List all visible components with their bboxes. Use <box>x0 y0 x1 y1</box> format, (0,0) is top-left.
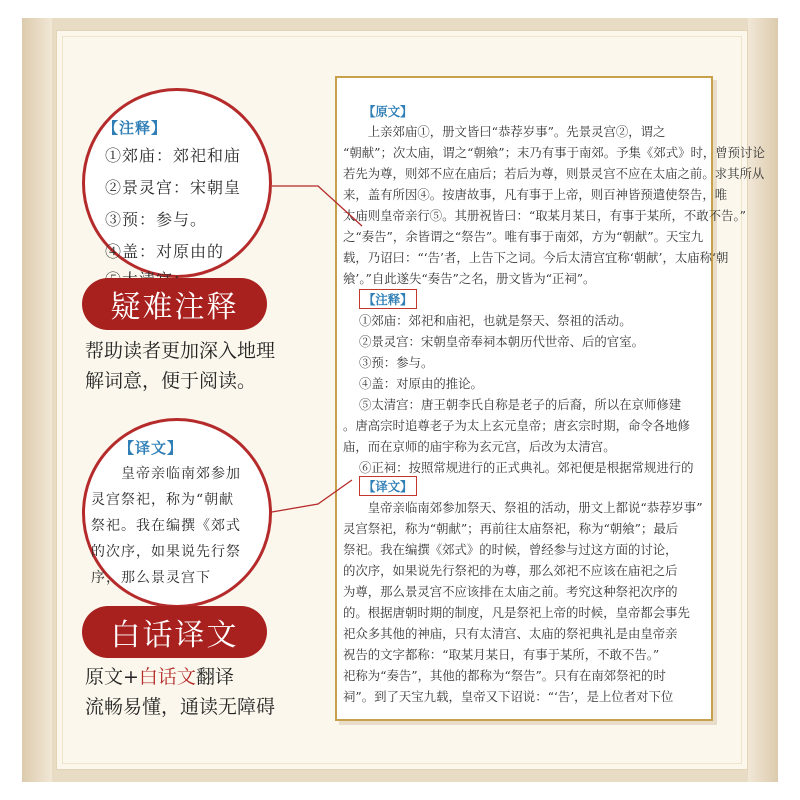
yuanwen-line: 之“奏告”，余皆谓之“祭告”。唯有事于南郊，方为“朝献”。天宝九 <box>343 229 704 244</box>
connector-zhushi <box>272 186 362 226</box>
yiwen-line: 祝告的文字都称：“取某月某日，有事于某所，不敢不告。” <box>343 647 660 662</box>
yiwen-tag: 【译文】 <box>359 476 417 496</box>
yiwen-line: 祀众多其他的神庙，只有太清宫、太庙的祭祀典礼是由皇帝亲 <box>343 626 678 641</box>
yuanwen-line: 来，盖有所因④。按唐故事，凡有事于上帝，则百神皆预遣使祭告，唯 <box>343 187 728 202</box>
banner-baihua-yiwen: 白话译文 <box>82 606 267 658</box>
circle-yiwen-line: 序，那么景灵宫下 <box>91 570 211 586</box>
yiwen-line: 为尊，那么景灵宫不应该排在太庙之前。考究这种祭祀次序的 <box>343 584 678 599</box>
yiwen-line: 皇帝亲临南郊参加祭天、祭祖的活动，册文上都说“恭荐岁事” <box>343 500 703 515</box>
yiwen-line: 祀称为“奏告”，其他的都称为“祭告”。只有在南郊祭祀的时 <box>343 668 666 683</box>
yuanwen-tag: 【原文】 <box>363 104 413 119</box>
description-line <box>85 662 325 692</box>
yuanwen-line: 载，乃诏曰：“‘告’者，上告下之词。今后太清宫宜称‘朝献’，太庙称‘朝 <box>343 250 729 265</box>
yiwen-line: 灵宫祭祀，称为“朝献”；再前往太庙祭祀，称为“朝飨”；最后 <box>343 521 679 536</box>
circle-yiwen-line: 祭祀。我在编撰《郊式 <box>91 518 241 534</box>
yiwen-line: 祭祀。我在编撰《郊式》的时候，曾经参与过这方面的讨论， <box>343 542 678 557</box>
magnifier-circle-yiwen <box>82 418 272 608</box>
description-zhushi <box>85 336 325 396</box>
yuanwen-line: 上亲郊庙①，册文皆曰“恭荐岁事”。先景灵宫②，谓之 <box>343 124 666 139</box>
circle-zhushi-line: ③预：参与。 <box>105 210 208 229</box>
circle-yiwen-line: 皇帝亲临南郊参加 <box>121 466 241 482</box>
description-line: 帮助读者更加深入地理 <box>85 340 276 362</box>
description-line: 解词意，便于阅读。 <box>85 370 257 392</box>
magnifier-circle-zhushi <box>82 88 272 278</box>
zhushi-line: 。唐高宗时追尊老子为太上玄元皇帝；唐玄宗时期，命令各地修 <box>343 418 690 433</box>
circle-zhushi-line: ①郊庙：郊祀和庙 <box>105 146 242 165</box>
yuanwen-line: 太庙则皇帝亲行⑤。其册祝皆曰：“取某月某日，有事于某所，不敢不告。” <box>343 208 746 223</box>
desc-highlight: 白话文 <box>138 666 196 688</box>
zhushi-line: 庙，而在京师的庙宇称为玄元宫，后改为太清宫。 <box>343 439 616 454</box>
zhushi-line: ③预：参与。 <box>359 355 434 370</box>
yuanwen-line: 飨’。”自此遂失“奏告”之名，册文皆为“正祠”。 <box>343 271 596 286</box>
desc-text: 原文+ <box>85 666 139 688</box>
description-yiwen <box>85 662 325 722</box>
circle-yiwen-line: 的次序，如果说先行祭 <box>91 544 241 560</box>
yiwen-line: 的。根据唐朝时期的制度，凡是祭祀上帝的时候，皇帝都会事先 <box>343 605 690 620</box>
banner-yinan-zhushi: 疑难注释 <box>82 278 267 330</box>
yuanwen-line: 若先为尊，则郊不应在庙后；若后为尊，则景灵宫不应在太庙之前。求其所从 <box>343 166 765 181</box>
description-line: 流畅易懂，通读无障碍 <box>85 696 276 718</box>
circle-yiwen-line: 灵宫祭祀，称为“朝献 <box>91 492 235 508</box>
zhushi-line: ⑥正祠：按照常规进行的正式典礼。郊祀便是根据常规进行的 <box>359 460 694 475</box>
zhushi-tag: 【注释】 <box>359 289 417 309</box>
yuanwen-line: “朝献”；次太庙，谓之“朝飨”；末乃有事于南郊。予集《郊式》时，曾预讨论 <box>343 145 765 160</box>
zhushi-line: ⑤太清宫：唐王朝李氏自称是老子的后裔，所以在京师修建 <box>359 397 682 412</box>
zhushi-line: ④盖：对原由的推论。 <box>359 376 483 391</box>
connector-yiwen <box>272 480 352 512</box>
circle-zhushi-line: ④盖：对原由的 <box>105 242 225 261</box>
circle-zhushi-title: 【注释】 <box>103 119 168 137</box>
yiwen-line: 祠”。到了天宝九载，皇帝又下诏说：“‘告’，是上位者对下位 <box>343 689 674 704</box>
zhushi-line: ②景灵宫：宋朝皇帝奉祠本朝历代世帝、后的官室。 <box>359 334 644 349</box>
circle-yiwen-title: 【译文】 <box>119 439 184 457</box>
circle-zhushi-line: ②景灵宫：宋朝皇 <box>105 178 242 197</box>
zhushi-line: ①郊庙：郊祀和庙祀，也就是祭天、祭祖的活动。 <box>359 313 632 328</box>
yiwen-line: 的次序，如果说先行祭祀的为尊，那么郊祀不应该在庙祀之后 <box>343 563 678 578</box>
desc-text: 翻译 <box>195 666 234 688</box>
